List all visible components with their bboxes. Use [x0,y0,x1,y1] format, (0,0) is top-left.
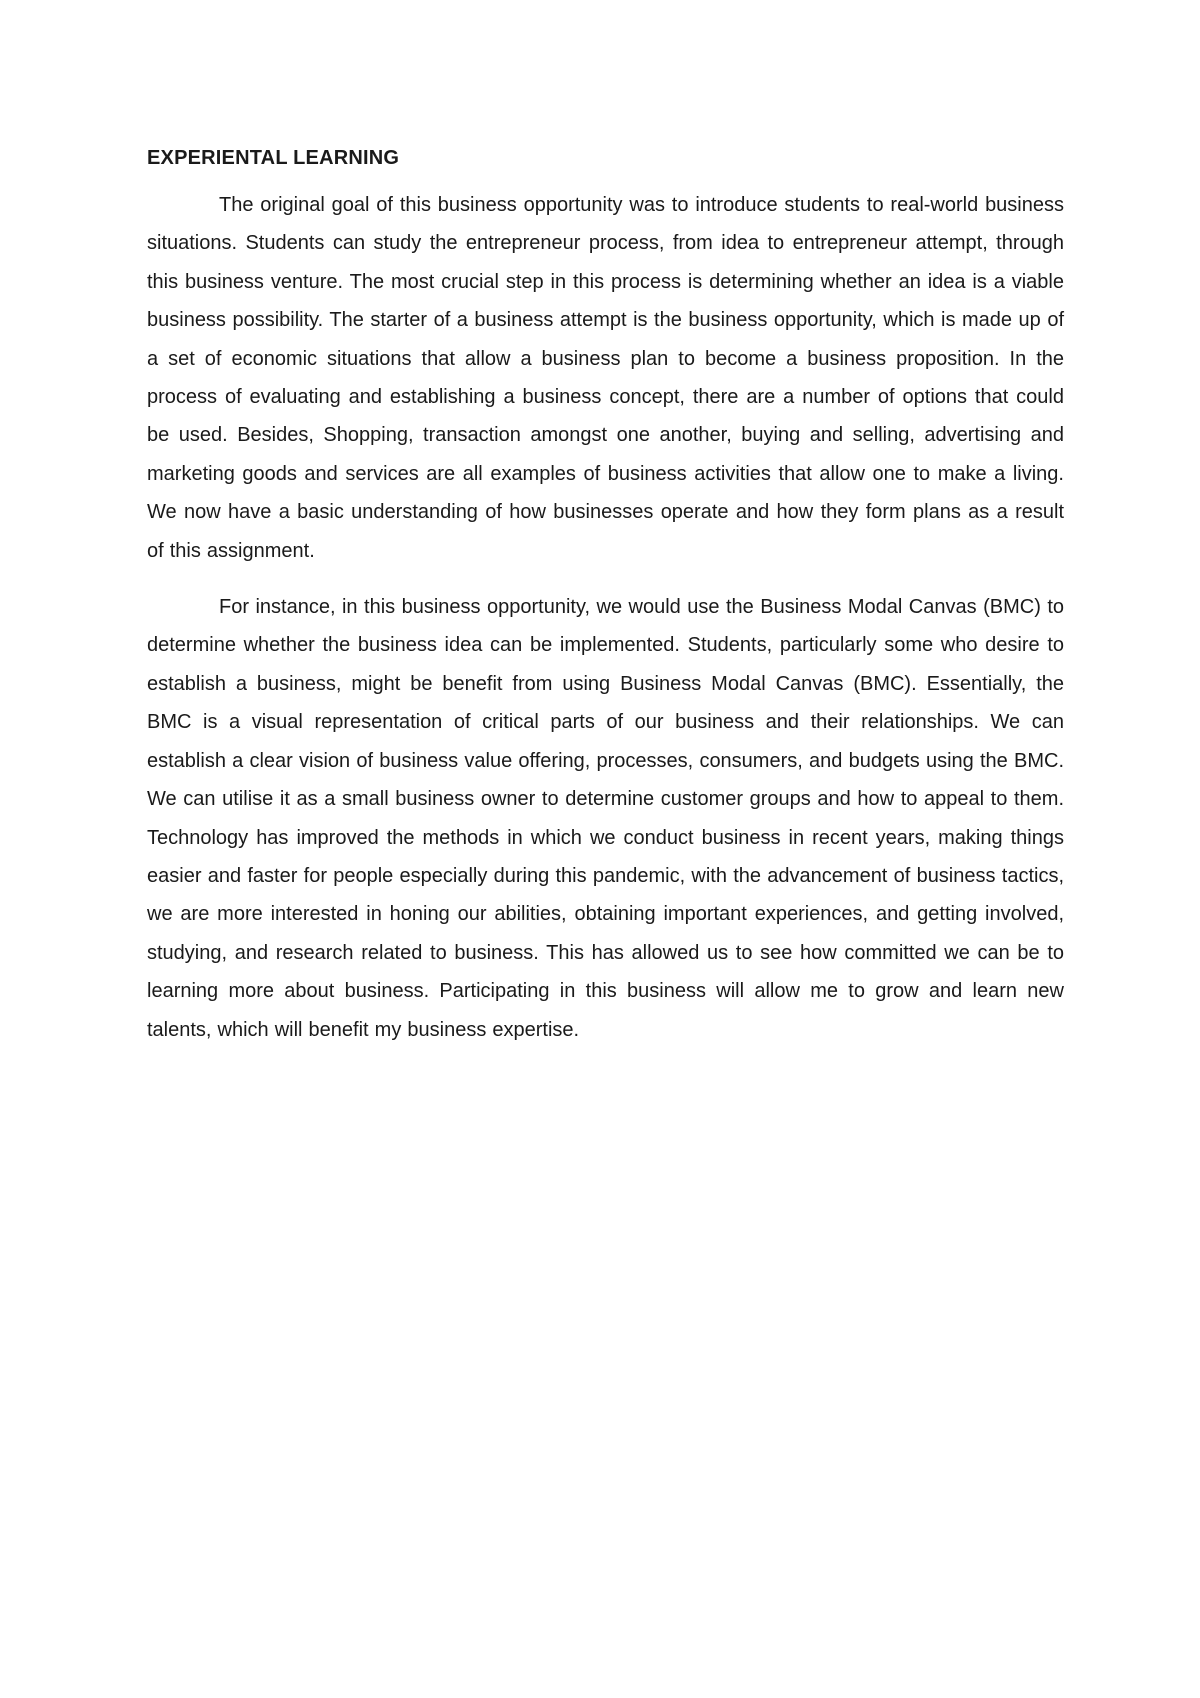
document-body [147,146,1064,1067]
paragraph-1: The original goal of this business opportunity was to introduce students to real-world business situations. Students can study the entrepreneur process, from idea to entrepreneur attempt, through this business venture. The most crucial step in this process is determining whether an idea is a viable business possibility. The starter of a business attempt is the business opportunity, which is made up of a set of economic situations that allow a business plan to become a business proposition. In the process of evaluating and establishing a business concept, there are a number of options that could be used. Besides, Shopping, transaction amongst one another, buying and selling, advertising and marketing goods and services are all examples of business activities that allow one to make a living. We now have a basic understanding of how businesses operate and how they form plans as a result of this assignment. [147,194,1064,562]
document-heading: EXPERIENTAL LEARNING [147,147,400,169]
paragraph-2: For instance, in this business opportunity, we would use the Business Modal Canvas (BMC) to determine whether the business idea can be implemented. Students, particularly some who desire to establish a business, might be benefit from using Business Modal Canvas (BMC). Essentially, the BMC is a visual representation of critical parts of our business and their relationships. We can establish a clear vision of business value offering, processes, consumers, and budgets using the BMC. We can utilise it as a small business owner to determine customer groups and how to appeal to them. Technology has improved the methods in which we conduct business in recent years, making things easier and faster for people especially during this pandemic, with the advancement of business tactics, we are more interested in honing our abilities, obtaining important experiences, and getting involved, studying, and research related to business. This has allowed us to see how committed we can be to learning more about business. Participating in this business will allow me to grow and learn new talents, which will benefit my business expertise. [147,596,1064,1041]
